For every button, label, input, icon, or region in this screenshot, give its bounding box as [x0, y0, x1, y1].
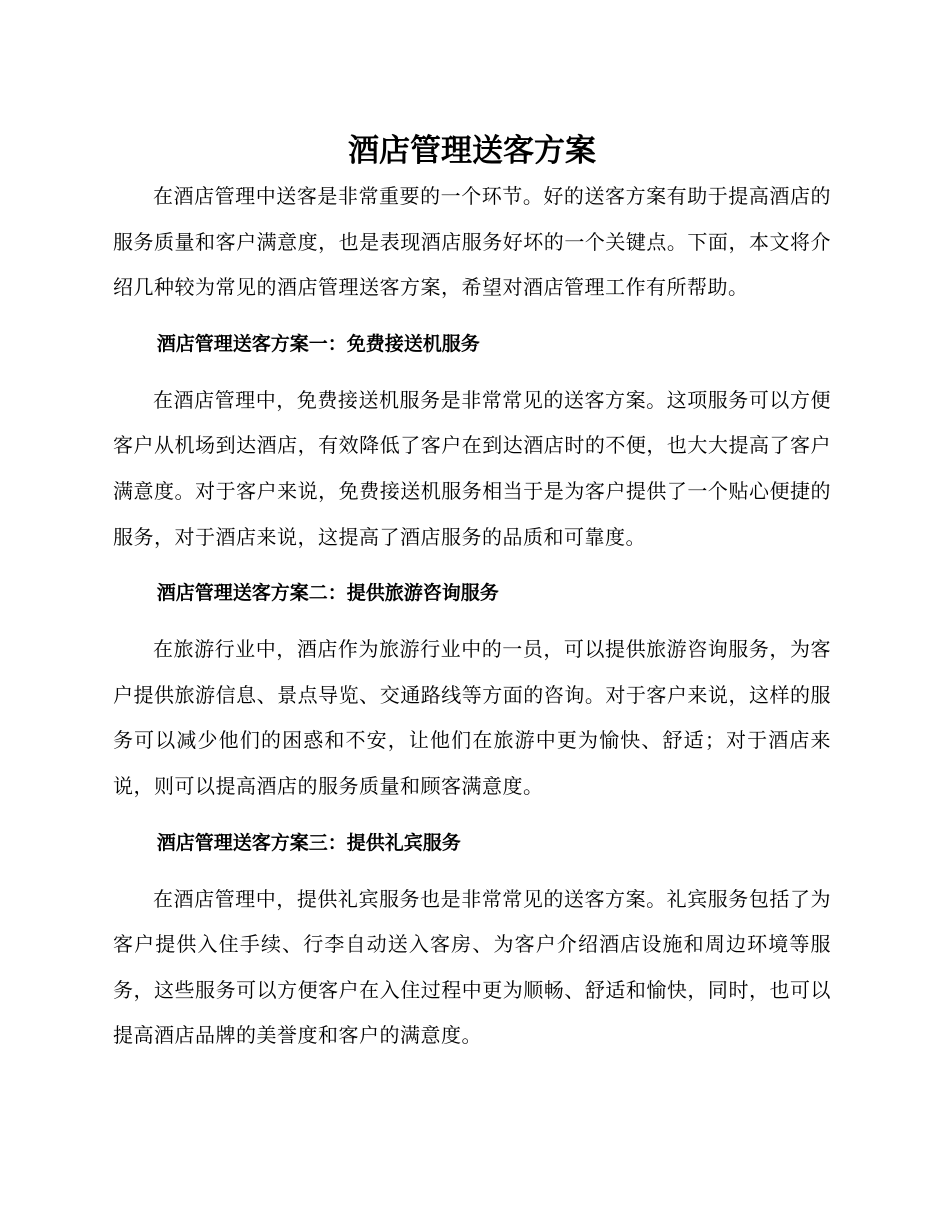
section-heading-3: 酒店管理送客方案三：提供礼宾服务 [156, 831, 461, 854]
section-heading-1: 酒店管理送客方案一：免费接送机服务 [156, 332, 480, 355]
document-title: 酒店管理送客方案 [348, 133, 596, 169]
intro-paragraph: 在酒店管理中送客是非常重要的一个环节。好的送客方案有助于提高酒店的服务质量和客户满意度，也是表现酒店服务好坏的一个关键点。下面，本文将介绍几种较为常见的酒店管理送客方案，希望对酒店管理工作有所帮助。 [113, 184, 831, 300]
section-body-1: 在酒店管理中，免费接送机服务是非常常见的送客方案。这项服务可以方便客户从机场到达酒店，有效降低了客户在到达酒店时的不便，也大大提高了客户满意度。对于客户来说，免费接送机服务相当于是为客户提供了一个贴心便捷的服务，对于酒店来说，这提高了酒店服务的品质和可靠度。 [113, 387, 831, 549]
document-page [113, 128, 831, 1059]
section-body-2: 在旅游行业中，酒店作为旅游行业中的一员，可以提供旅游咨询服务，为客户提供旅游信息、景点导览、交通路线等方面的咨询。对于客户来说，这样的服务可以减少他们的困惑和不安，让他们在旅游中更为愉快、舒适；对于酒店来说，则可以提高酒店的服务质量和顾客满意度。 [113, 637, 831, 798]
section-body-3: 在酒店管理中，提供礼宾服务也是非常常见的送客方案。礼宾服务包括了为客户提供入住手续、行李自动送入客房、为客户介绍酒店设施和周边环境等服务，这些服务可以方便客户在入住过程中更为顺畅、舒适和愉快，同时，也可以提高酒店品牌的美誉度和客户的满意度。 [113, 886, 831, 1048]
section-heading-2: 酒店管理送客方案二：提供旅游咨询服务 [156, 582, 499, 605]
